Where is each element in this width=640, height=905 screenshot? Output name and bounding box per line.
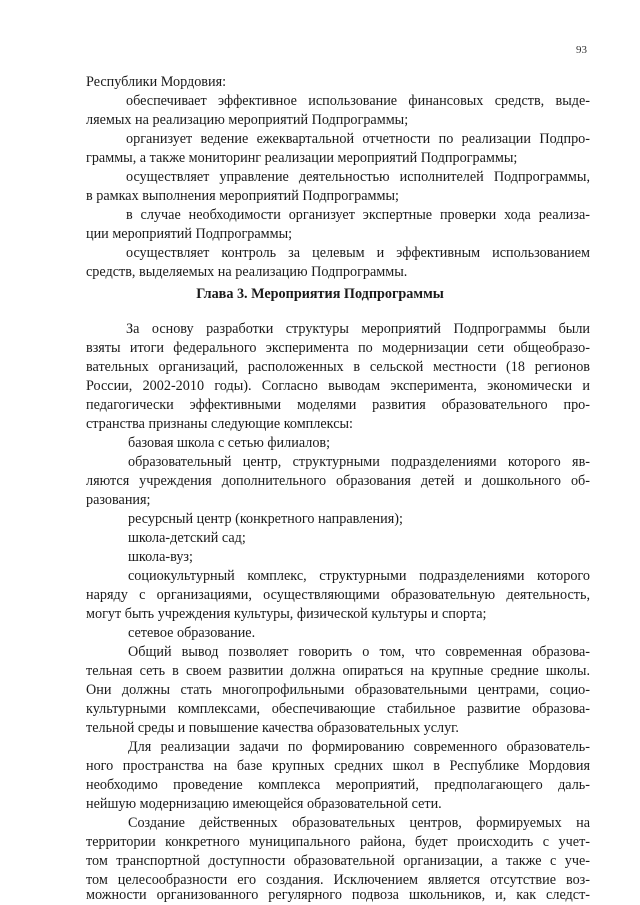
text-line: наряду с организациями, осуществляющими образовательную деятельность,: [86, 587, 590, 603]
list-item: социокультурный комплекс, структурными подразделениями которого: [128, 568, 590, 584]
text-line: ного пространства на базе крупных средних школ в Республике Мордовия: [86, 758, 590, 774]
chapter-heading: Глава 3. Мероприятия Подпрограммы: [196, 286, 444, 302]
text-line: обеспечивает эффективное использование финансовых средств, выде-: [126, 93, 590, 109]
list-item: школа-детский сад;: [128, 530, 246, 546]
text-line: ции мероприятий Подпрограммы;: [86, 226, 293, 242]
list-item: базовая школа с сетью филиалов;: [128, 435, 331, 451]
text-line: организует ведение ежеквартальной отчетности по реализации Подпро-: [126, 131, 590, 147]
text-line: вательных организаций, расположенных в сельской местности (18 регионов: [86, 359, 590, 375]
text-line: странства признаны следующие комплексы:: [86, 416, 353, 432]
text-line: разования;: [86, 492, 151, 508]
text-line: Они должны стать многопрофильными образовательными центрами, социо-: [86, 682, 590, 698]
text-line: культурными комплексами, обеспечивающие стабильное развитие образова-: [86, 701, 590, 717]
text-line: в случае необходимости организует экспертные проверки хода реализа-: [126, 207, 590, 223]
text-line: осуществляет управление деятельностью исполнителей Подпрограммы,: [126, 169, 590, 185]
text-line: тельная сеть в своем развитии должна опираться на крупные средние школы.: [86, 663, 590, 679]
text-line: взяты итоги федерального эксперимента по модернизации сети общеобразо-: [86, 340, 590, 356]
text-line: Создание действенных образовательных центров, формируемых на: [128, 815, 590, 831]
text-line: территории конкретного муниципального района, будет происходить с учет-: [86, 834, 590, 850]
text-line: нейшую модернизацию имеющейся образовательной сети.: [86, 796, 442, 812]
text-line: России, 2002-2010 годы). Согласно выводам эксперимента, экономически и: [86, 378, 590, 394]
text-line: ляются учреждения дополнительного образования детей и дошкольного об-: [86, 473, 590, 489]
text-line: том транспортной доступности образовательной организации, а также с уче-: [86, 853, 590, 869]
list-item: образовательный центр, структурными подразделениями которого яв-: [128, 454, 590, 470]
text-line: Для реализации задачи по формированию современного образователь-: [128, 739, 590, 755]
text-line: педагогически эффективными моделями развития образовательного про-: [86, 397, 590, 413]
page-number: 93: [576, 44, 587, 56]
text-line: средств, выделяемых на реализацию Подпрограммы.: [86, 264, 408, 280]
list-item: сетевое образование.: [128, 625, 256, 641]
list-item: школа-вуз;: [128, 549, 193, 565]
text-line: том целесообразности его создания. Исключением является отсутствие воз-: [86, 872, 590, 888]
text-line: в рамках выполнения мероприятий Подпрограммы;: [86, 188, 399, 204]
text-line: ляемых на реализацию мероприятий Подпрограммы;: [86, 112, 409, 128]
text-line: граммы, а также мониторинг реализации мероприятий Подпрограммы;: [86, 150, 518, 166]
list-item: ресурсный центр (конкретного направления);: [128, 511, 403, 527]
text-line: За основу разработки структуры мероприятий Подпрограммы были: [126, 321, 590, 337]
text-line: можности организованного регулярного подвоза школьников, и, как следст-: [86, 887, 590, 903]
text-line: Общий вывод позволяет говорить о том, что современная образова-: [128, 644, 590, 660]
text-line: могут быть учреждения культуры, физической культуры и спорта;: [86, 606, 487, 622]
text-line: необходимо проведение комплекса мероприятий, предполагающего даль-: [86, 777, 590, 793]
text-line: Республики Мордовия:: [86, 74, 227, 90]
text-line: осуществляет контроль за целевым и эффективным использованием: [126, 245, 590, 261]
text-line: тельной среды и повышение качества образовательных услуг.: [86, 720, 459, 736]
